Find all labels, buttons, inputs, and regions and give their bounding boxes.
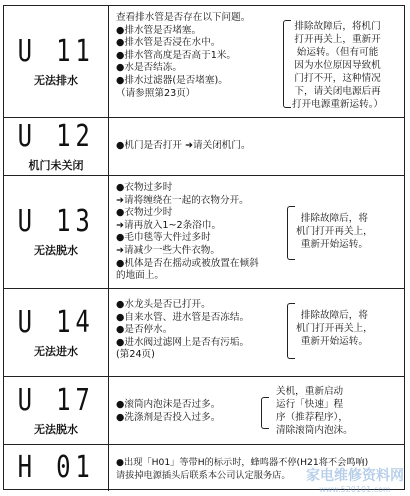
error-code: U 17 xyxy=(17,382,95,418)
cause-line: ●排水管高度是否高于1米。 xyxy=(116,49,237,61)
cause-line: ➜请减少一些大件衣物。 xyxy=(116,244,220,256)
cause-list xyxy=(116,377,400,444)
table-row xyxy=(4,6,404,118)
remedy-text: 排除故障后，将 机门打开再关上， 重新开始运转。 xyxy=(296,310,373,347)
error-code: U 11 xyxy=(17,33,95,69)
cause-line: ➜请再放入1~2条浴巾。 xyxy=(116,219,222,231)
remedy-text: 关机，重新启动 运行「快速」程 序（推荐程序）， 清除滚筒内泡沫。 xyxy=(276,386,353,436)
cause-line: ●毛巾毯等大件过多时 xyxy=(116,232,211,244)
code-cell xyxy=(4,6,109,117)
cause-line: ●水龙头是否已打开。 xyxy=(116,299,211,310)
table-row xyxy=(4,289,404,377)
remedy-text: 排除故障后，将机门 打开再关上，重新开 始运转。（但有可能 因为水位原因导致机 门打不开，这种情况 下，请关闭电源后再 打开电源重新运转。） xyxy=(292,21,384,110)
code-cell xyxy=(4,289,109,376)
cause-line: ●洗涤剂是否投入过多。 xyxy=(116,411,221,423)
cause-line: ●出现「H01」等带H的标示时，蜂鸣器不停(H21将不会鸣响) xyxy=(116,457,369,468)
error-label: 无法进水 xyxy=(34,344,78,358)
code-cell xyxy=(4,176,109,288)
watermark: 家电维修资料网 www.520101.com xyxy=(306,468,404,494)
cause-line: 的地面上。 xyxy=(116,270,164,282)
cause-line: （请参照第23页） xyxy=(116,87,196,99)
cause-line: ➜请将缠绕在一起的衣物分开。 xyxy=(116,194,249,206)
bracket xyxy=(261,397,269,429)
error-label: 无法排水 xyxy=(34,73,78,87)
error-code-table xyxy=(3,5,405,490)
cause-line: ●排水管是否浸在水中。 xyxy=(116,37,221,49)
cause-line: ●自来水管、进水管是否冻结。 xyxy=(116,311,250,323)
cause-line: ●是否停水。 xyxy=(116,324,173,336)
code-cell xyxy=(4,445,109,491)
cause-line: ●水是否结冻。 xyxy=(116,62,182,74)
cause-list xyxy=(116,118,400,175)
cause-line: (第24页) xyxy=(116,349,155,361)
code-cell xyxy=(4,118,109,175)
error-label: 机门未关闭 xyxy=(28,158,84,172)
table-row xyxy=(4,118,404,176)
cause-line: ●排水管是否堵塞。 xyxy=(116,24,202,36)
error-code: U 12 xyxy=(17,118,95,154)
cause-line: ●机门是否打开 ➜请关闭机门。 xyxy=(116,140,251,151)
cause-line: ●衣物过多时 xyxy=(116,182,173,193)
table-row xyxy=(4,377,404,445)
table-row xyxy=(4,176,404,289)
error-label: 无法脱水 xyxy=(34,244,78,257)
cause-line: ●排水过滤器(是否堵塞)。 xyxy=(116,74,228,86)
error-code: H 01 xyxy=(17,450,95,485)
cause-line: 请拔掉电源插头后联系本公司认定服务店。 xyxy=(116,469,291,481)
cause-line: ●机体是否在摇动或被放置在倾斜 xyxy=(116,257,259,269)
error-code: U 14 xyxy=(17,304,95,340)
cause-line: 查看排水管是否存在以下问题。 xyxy=(116,12,251,23)
cause-line: ●进水阀过滤网上是否有污垢。 xyxy=(116,336,250,348)
bracket xyxy=(283,20,291,108)
error-code: U 13 xyxy=(17,204,95,239)
error-label: 无法脱水 xyxy=(34,422,78,436)
bracket xyxy=(287,206,295,260)
bracket xyxy=(287,303,295,359)
cause-line: ●衣物过少时 xyxy=(116,207,173,219)
cause-line: ●滚筒内泡沫是否过多。 xyxy=(116,399,221,410)
remedy-text: 排除故障后，将 机门打开再关上， 重新开始运转。 xyxy=(296,213,373,250)
code-cell xyxy=(4,377,109,444)
